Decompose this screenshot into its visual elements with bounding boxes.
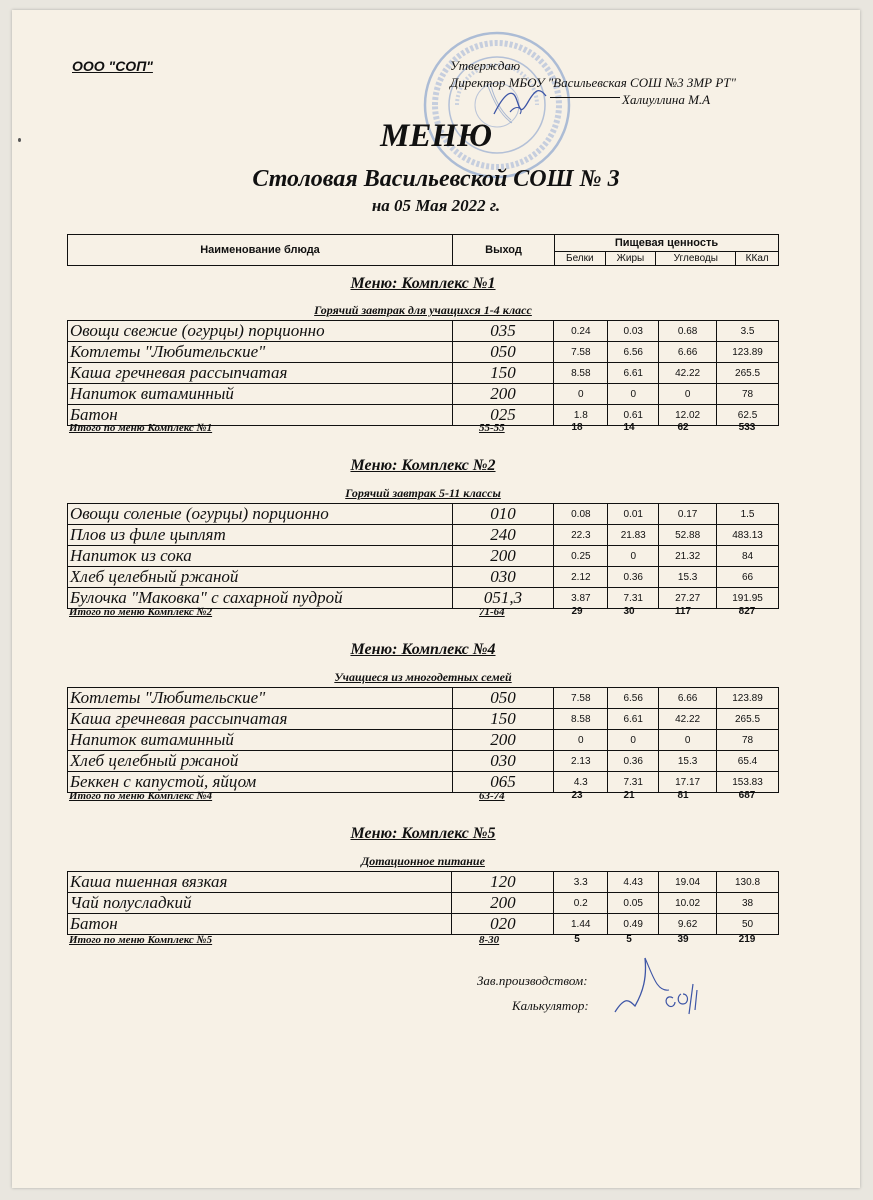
document-page [12,10,860,1188]
dish-yield: 020 [452,914,554,935]
approval-director-name: Халиуллина М.А [622,92,711,107]
dish-kcal: 265.5 [717,363,779,384]
total-label: Итого по меню Комплекс №5 [69,934,213,946]
table-row [68,504,779,525]
dish-fat: 0.36 [608,567,659,588]
director-signature [490,84,550,120]
menu-date: на 05 Мая 2022 г. [371,196,501,215]
table-row [68,872,779,893]
section-total [67,606,779,620]
dish-fat: 6.56 [608,688,659,709]
dish-carbs: 12.02 [659,405,717,426]
total-label: Итого по меню Комплекс №1 [69,422,213,434]
table-row [68,342,779,363]
total-fat: 21 [623,790,635,801]
total-fat: 30 [623,606,635,617]
dish-name: Хлеб целебный ржаной [68,567,453,588]
dish-carbs: 52.88 [659,525,717,546]
dish-protein: 8.58 [554,363,608,384]
dish-name: Плов из филе цыплят [68,525,453,546]
dish-name: Напиток витаминный [68,730,453,751]
production-manager-label: Зав.производством: [477,973,588,988]
dish-fat: 0.61 [608,405,659,426]
menu-table [67,503,779,609]
dish-yield: 035 [452,321,554,342]
dish-fat: 7.31 [608,772,659,793]
dish-name: Котлеты "Любительские" [68,688,453,709]
total-carbs: 39 [677,934,689,945]
dish-kcal: 3.5 [717,321,779,342]
dish-name: Каша гречневая рассыпчатая [68,709,453,730]
table-row [68,751,779,772]
dish-carbs: 42.22 [659,363,717,384]
dish-kcal: 483.13 [717,525,779,546]
dish-carbs: 6.66 [659,342,717,363]
total-protein: 23 [571,790,583,801]
dish-fat: 6.61 [608,363,659,384]
dish-fat: 6.61 [608,709,659,730]
dish-protein: 0.24 [554,321,608,342]
total-label: Итого по меню Комплекс №4 [69,790,213,802]
total-yield: 63-74 [479,790,505,802]
header-dish: Наименование блюда [68,235,453,266]
section-total [67,422,779,436]
table-row [68,321,779,342]
total-carbs: 62 [677,422,689,433]
dish-kcal: 130.8 [717,872,779,893]
total-protein: 29 [571,606,583,617]
dish-name: Напиток витаминный [68,384,453,405]
dish-kcal: 191.95 [717,588,779,609]
total-carbs: 81 [677,790,689,801]
dish-protein: 3.87 [554,588,608,609]
company-name: ООО "СОП" [72,58,153,74]
dish-yield: 200 [452,893,554,914]
dish-name: Батон [68,914,452,935]
header-carbs: Углеводы [656,251,736,265]
section-title: Меню: Комплекс №1 [350,275,496,292]
header-kcal: ККал [736,251,779,265]
dish-fat: 0.49 [608,914,659,935]
dish-yield: 150 [452,363,554,384]
table-row [68,730,779,751]
table-row [68,893,779,914]
dish-fat: 0.05 [608,893,659,914]
dish-protein: 1.8 [554,405,608,426]
dish-kcal: 65.4 [717,751,779,772]
dish-name: Каша гречневая рассыпчатая [68,363,453,384]
page-title: МЕНЮ [380,118,492,154]
dish-kcal: 1.5 [717,504,779,525]
section-title: Меню: Комплекс №4 [350,641,496,658]
dish-carbs: 6.66 [659,688,717,709]
total-protein: 5 [574,934,580,945]
dish-protein: 4.3 [554,772,608,793]
dish-carbs: 15.3 [659,751,717,772]
dish-fat: 6.56 [608,342,659,363]
table-row [68,567,779,588]
dish-name: Батон [68,405,453,426]
dish-name: Чай полусладкий [68,893,452,914]
total-yield: 8-30 [479,934,500,946]
dish-yield: 240 [452,525,554,546]
dish-yield: 030 [452,751,554,772]
total-kcal: 533 [738,422,756,433]
total-protein: 18 [571,422,583,433]
total-yield: 55-55 [479,422,505,434]
dish-fat: 21.83 [608,525,659,546]
dish-protein: 2.12 [554,567,608,588]
dish-carbs: 15.3 [659,567,717,588]
section-subtitle: Учащиеся из многодетных семей [334,670,512,684]
dish-protein: 8.58 [554,709,608,730]
dish-name: Овощи соленые (огурцы) порционно [68,504,453,525]
dish-yield: 050 [452,688,554,709]
dish-name: Беккен с капустой, яйцом [68,772,453,793]
table-header [67,234,779,266]
total-kcal: 687 [738,790,756,801]
approval-label: Утверждаю [450,58,521,73]
dish-fat: 7.31 [608,588,659,609]
dish-yield: 010 [452,504,554,525]
total-kcal: 219 [738,934,756,945]
table-row [68,709,779,730]
table-row [68,384,779,405]
approval-signature-line [550,97,620,98]
dish-kcal: 123.89 [717,342,779,363]
dish-kcal: 78 [717,730,779,751]
dish-yield: 030 [452,567,554,588]
dish-yield: 051,3 [452,588,554,609]
dish-yield: 025 [452,405,554,426]
dish-kcal: 123.89 [717,688,779,709]
table-row [68,914,779,935]
section-subtitle: Дотационное питание [361,854,485,868]
dish-yield: 050 [452,342,554,363]
dish-protein: 0.08 [554,504,608,525]
dish-carbs: 0.17 [659,504,717,525]
dish-kcal: 78 [717,384,779,405]
dish-name: Каша пшенная вязкая [68,872,452,893]
dish-carbs: 19.04 [659,872,717,893]
dish-protein: 7.58 [554,342,608,363]
dish-kcal: 38 [717,893,779,914]
calculator-label: Калькулятор: [512,998,589,1013]
dish-fat: 0 [608,546,659,567]
dish-carbs: 17.17 [659,772,717,793]
menu-table [67,871,779,935]
total-label: Итого по меню Комплекс №2 [69,606,213,618]
dish-carbs: 0.68 [659,321,717,342]
dish-kcal: 84 [717,546,779,567]
dish-name: Хлеб целебный ржаной [68,751,453,772]
menu-table [67,320,779,426]
dish-fat: 4.43 [608,872,659,893]
section-title: Меню: Комплекс №5 [350,825,496,842]
dish-name: Булочка "Маковка" с сахарной пудрой [68,588,453,609]
approval-position: Директор МБОУ "Васильевская СОШ №3 ЗМР РТ" [450,75,736,90]
total-fat: 14 [623,422,635,433]
dish-protein: 2.13 [554,751,608,772]
dish-yield: 150 [452,709,554,730]
dish-fat: 0.03 [608,321,659,342]
section-subtitle: Горячий завтрак 5-11 классы [345,486,501,500]
dish-yield: 200 [452,546,554,567]
dish-fat: 0.36 [608,751,659,772]
dish-carbs: 21.32 [659,546,717,567]
dish-kcal: 153.83 [717,772,779,793]
header-nutrition: Пищевая ценность [555,235,779,252]
dish-carbs: 27.27 [659,588,717,609]
header-protein: Белки [555,251,606,265]
section-subtitle: Горячий завтрак для учащихся 1-4 класс [314,303,532,317]
header-yield: Выход [453,235,555,266]
page-subtitle: Столовая Васильевской СОШ № 3 [252,166,620,192]
dish-fat: 0 [608,730,659,751]
dish-name: Напиток из сока [68,546,453,567]
dish-protein: 0.2 [554,893,608,914]
dish-kcal: 66 [717,567,779,588]
dish-carbs: 10.02 [659,893,717,914]
dish-yield: 065 [452,772,554,793]
section-total [67,790,779,804]
header-fat: Жиры [605,251,656,265]
total-carbs: 117 [674,606,692,617]
dish-protein: 7.58 [554,688,608,709]
dish-carbs: 0 [659,730,717,751]
dish-kcal: 62.5 [717,405,779,426]
footer-signature [607,940,717,1020]
total-kcal: 827 [738,606,756,617]
dish-protein: 0.25 [554,546,608,567]
dish-yield: 200 [452,730,554,751]
total-yield: 71-64 [479,606,505,618]
table-row [68,688,779,709]
total-fat: 5 [626,934,632,945]
dish-carbs: 9.62 [659,914,717,935]
dish-protein: 0 [554,384,608,405]
dish-yield: 200 [452,384,554,405]
dish-carbs: 0 [659,384,717,405]
dish-fat: 0 [608,384,659,405]
dish-protein: 0 [554,730,608,751]
dish-kcal: 50 [717,914,779,935]
table-row [68,525,779,546]
dish-kcal: 265.5 [717,709,779,730]
dish-yield: 120 [452,872,554,893]
dish-name: Овощи свежие (огурцы) порционно [68,321,453,342]
dish-protein: 3.3 [554,872,608,893]
dish-fat: 0.01 [608,504,659,525]
dish-protein: 1.44 [554,914,608,935]
section-title: Меню: Комплекс №2 [350,457,496,474]
menu-table [67,687,779,793]
dish-carbs: 42.22 [659,709,717,730]
dish-name: Котлеты "Любительские" [68,342,453,363]
table-row [68,363,779,384]
dish-protein: 22.3 [554,525,608,546]
table-row [68,546,779,567]
